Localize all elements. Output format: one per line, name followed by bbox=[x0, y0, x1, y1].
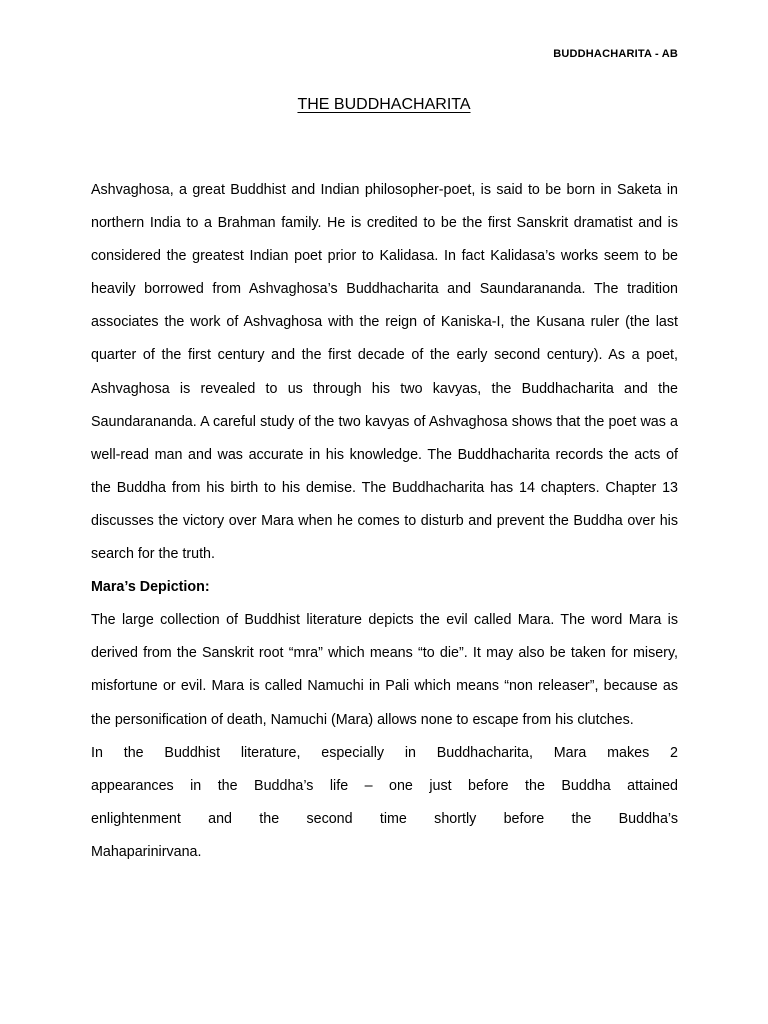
document-title: THE BUDDHACHARITA bbox=[297, 96, 471, 113]
running-header: BUDDHACHARITA - AB bbox=[553, 48, 678, 60]
appearances-line: enlightenment and the second time shortly before the Buddha’s bbox=[91, 810, 678, 827]
mara-paragraph: The large collection of Buddhist literature depicts the evil called Mara. The word Mara is derived from the Sanskrit root “mra” which means “to die”. It may also be taken for misery, misfortune or evil. Mara is called Namuchi in Pali which means “non releaser”, because as the personification of death, Namuchi (Mara) allows none to escape from his clutches. bbox=[91, 612, 678, 728]
appearances-line: appearances in the Buddha’s life – one just before the Buddha attained bbox=[91, 777, 678, 794]
appearances-line: Mahaparinirvana. bbox=[91, 843, 202, 860]
intro-paragraph: Ashvaghosa, a great Buddhist and Indian philosopher-poet, is said to be born in Saketa in northern India to a Brahman family. He is credited to be the first Sanskrit dramatist and is considered the greatest Indian poet prior to Kalidasa. In fact Kalidasa’s works seem to be heavily borrowed from Ashvaghosa’s Buddhacharita and Saundarananda. The tradition associates the work of Ashvaghosa with the reign of Kaniska-I, the Kusana ruler (the last quarter of the first century and the first decade of the early second century). As a poet, Ashvaghosa is revealed to us through his two kavyas, the Buddhacharita and the Saundarananda. A careful study of the two kavyas of Ashvaghosa shows that the poet was a well-read man and was accurate in his knowledge. The Buddhacharita records the acts of the Buddha from his birth to his demise. The Buddhacharita has 14 chapters. Chapter 13 discusses the victory over Mara when he comes to disturb and prevent the Buddha over his search for the truth. bbox=[91, 182, 678, 563]
appearances-paragraph bbox=[91, 737, 678, 869]
document-body bbox=[91, 174, 678, 869]
section-heading: Mara’s Depiction: bbox=[91, 579, 210, 596]
appearances-line: In the Buddhist literature, especially in Buddhacharita, Mara makes 2 bbox=[91, 744, 678, 761]
